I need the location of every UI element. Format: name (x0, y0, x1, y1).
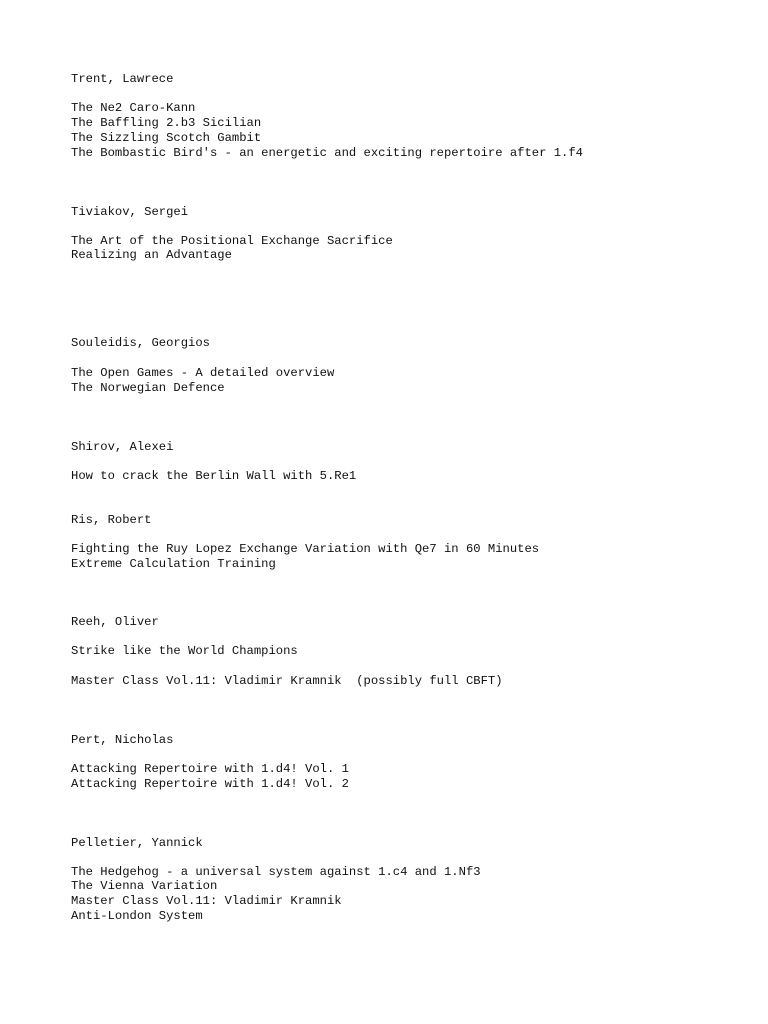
author-name: Reeh, Oliver (71, 615, 159, 629)
author-name: Tiviakov, Sergei (71, 205, 189, 219)
author-name: Pelletier, Yannick (71, 836, 203, 850)
book-title: Extreme Calculation Training (71, 557, 276, 571)
author-name: Ris, Robert (71, 513, 152, 527)
author-name: Pert, Nicholas (71, 733, 174, 747)
book-title: How to crack the Berlin Wall with 5.Re1 (71, 469, 357, 483)
book-title: Attacking Repertoire with 1.d4! Vol. 1 (71, 762, 349, 776)
book-title: Attacking Repertoire with 1.d4! Vol. 2 (71, 777, 349, 791)
book-title: The Baffling 2.b3 Sicilian (71, 116, 262, 130)
book-title: The Norwegian Defence (71, 381, 225, 395)
book-title: The Open Games - A detailed overview (71, 366, 335, 380)
book-title: The Vienna Variation (71, 879, 218, 893)
book-title: The Ne2 Caro-Kann (71, 101, 196, 115)
author-name: Shirov, Alexei (71, 440, 174, 454)
book-title: Fighting the Ruy Lopez Exchange Variation with Qe7 in 60 Minutes (71, 542, 540, 556)
book-title: Master Class Vol.11: Vladimir Kramnik (possibly full CBFT) (71, 674, 503, 688)
book-title: The Sizzling Scotch Gambit (71, 131, 262, 145)
book-title: Master Class Vol.11: Vladimir Kramnik (71, 894, 342, 908)
book-title: The Art of the Positional Exchange Sacrifice (71, 234, 393, 248)
author-name: Souleidis, Georgios (71, 336, 210, 350)
book-title: Anti-London System (71, 909, 203, 923)
book-title: Realizing an Advantage (71, 248, 232, 262)
book-title: The Hedgehog - a universal system against 1.c4 and 1.Nf3 (71, 865, 481, 879)
author-name: Trent, Lawrece (71, 72, 174, 86)
book-title: Strike like the World Champions (71, 644, 298, 658)
book-title: The Bombastic Bird's - an energetic and exciting repertoire after 1.f4 (71, 146, 583, 160)
